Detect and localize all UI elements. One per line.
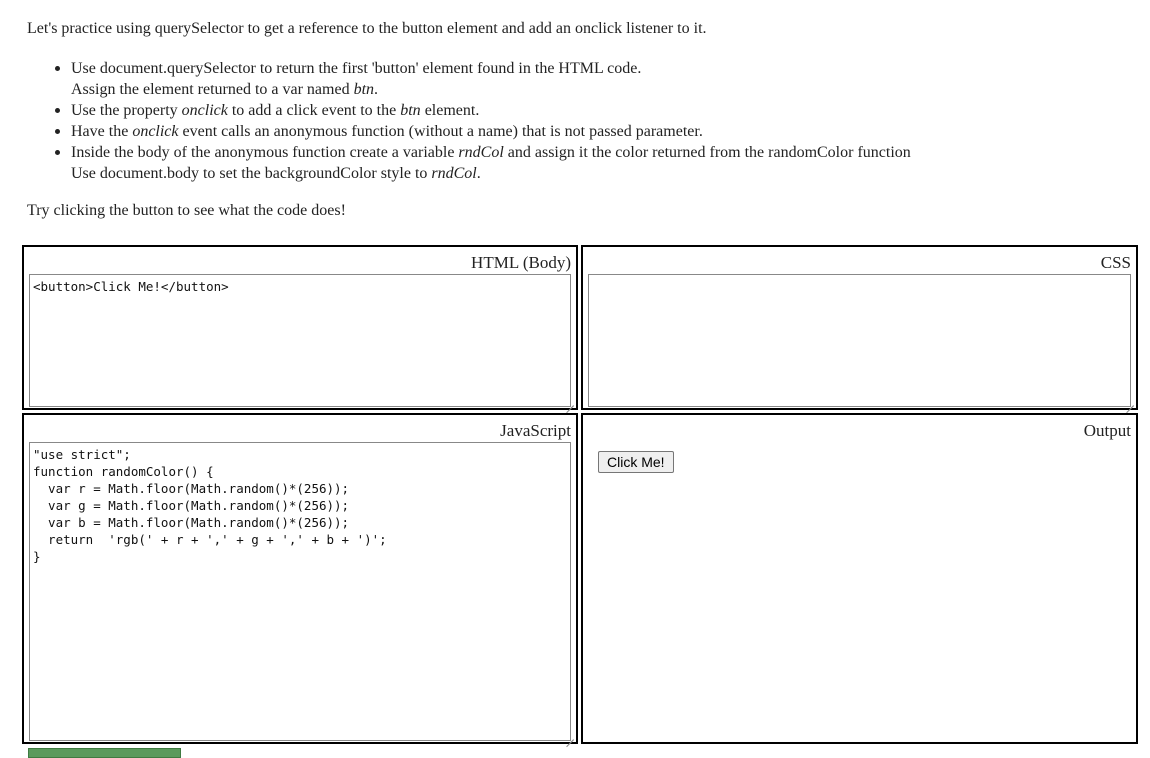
instruction-step-4 bbox=[71, 142, 911, 184]
step-1-line-2-pre: Assign the element returned to a var named bbox=[71, 81, 354, 98]
html-editor-resize-icon[interactable] bbox=[566, 398, 575, 407]
click-me-button[interactable]: Click Me! bbox=[598, 451, 674, 473]
step-4-line-2-pre: Use document.body to set the backgroundColor style to bbox=[71, 165, 432, 182]
output-panel-label: Output bbox=[1083, 421, 1131, 440]
js-code-editor[interactable]: "use strict"; function randomColor() { var r = Math.floor(Math.random()*(256)); var g = Math.floor(Math.random()*(256)); var b = Math.floor(Math.random()*(256)); return 'rgb(' + r + ',' + g + ',' + b + ')'; } bbox=[29, 442, 571, 741]
step-2-post: element. bbox=[420, 102, 480, 119]
html-panel-label: HTML (Body) bbox=[471, 253, 571, 272]
intro-text: Let's practice using querySelector to get a reference to the button element and add an onclick listener to it. bbox=[27, 20, 707, 37]
step-1-line-1: Use document.querySelector to return the first 'button' element found in the HTML code. bbox=[71, 60, 642, 77]
js-panel bbox=[22, 413, 578, 744]
js-editor-resize-icon[interactable] bbox=[566, 732, 575, 741]
instruction-list bbox=[71, 58, 911, 184]
step-4-em-rndcol-2: rndCol bbox=[431, 165, 477, 182]
step-2-em-onclick: onclick bbox=[181, 102, 228, 119]
instruction-step-3 bbox=[71, 121, 911, 142]
html-code-editor[interactable]: <button>Click Me!</button> bbox=[29, 274, 571, 407]
instruction-step-1 bbox=[71, 58, 911, 100]
html-panel bbox=[22, 245, 578, 410]
step-2-pre: Use the property bbox=[71, 102, 182, 119]
step-2-mid: to add a click event to the bbox=[227, 102, 401, 119]
step-1-line-2-post: . bbox=[374, 81, 379, 98]
step-3-pre: Have the bbox=[71, 123, 133, 140]
step-4-line-1-post: and assign it the color returned from the randomColor function bbox=[503, 144, 911, 161]
step-3-em-onclick: onclick bbox=[132, 123, 179, 140]
step-3-post: event calls an anonymous function (without a name) that is not passed parameter. bbox=[178, 123, 703, 140]
css-code-editor[interactable] bbox=[588, 274, 1131, 407]
css-editor-resize-icon[interactable] bbox=[1126, 398, 1135, 407]
instruction-step-2 bbox=[71, 100, 911, 121]
js-panel-label: JavaScript bbox=[500, 421, 571, 440]
output-panel bbox=[581, 413, 1138, 744]
run-button[interactable] bbox=[28, 748, 181, 758]
step-4-line-2-post: . bbox=[476, 165, 481, 182]
step-1-var-name: btn bbox=[353, 81, 375, 98]
css-panel-label: CSS bbox=[1100, 253, 1131, 272]
step-4-em-rndcol: rndCol bbox=[458, 144, 504, 161]
step-2-em-btn: btn bbox=[400, 102, 421, 119]
step-4-line-1-pre: Inside the body of the anonymous function create a variable bbox=[71, 144, 459, 161]
css-panel bbox=[581, 245, 1138, 410]
try-text: Try clicking the button to see what the code does! bbox=[27, 202, 346, 219]
